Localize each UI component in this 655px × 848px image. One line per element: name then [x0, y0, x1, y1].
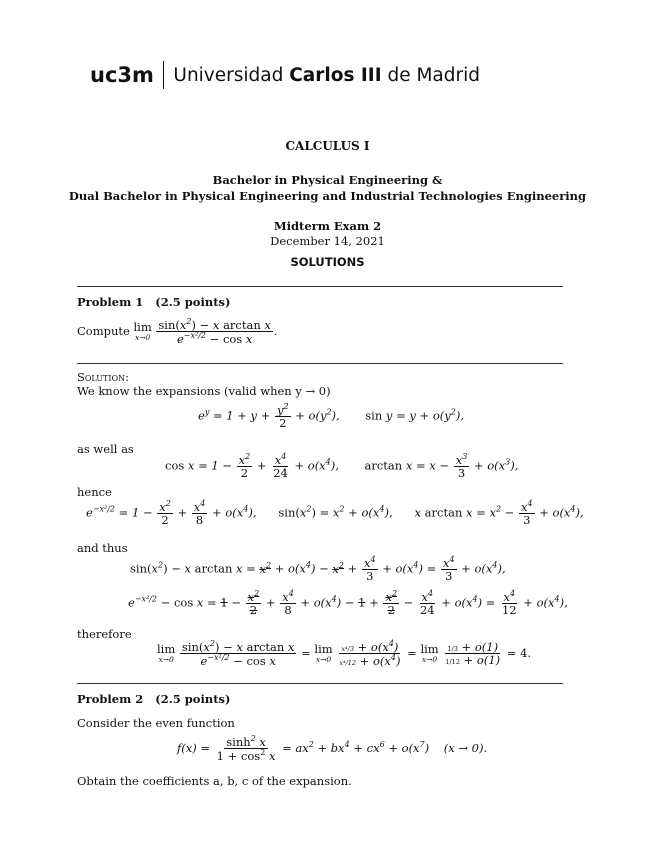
- and-thus-text: and thus: [77, 541, 128, 555]
- divider: [77, 683, 563, 684]
- problem-1-title: Problem 1 (2.5 points): [77, 295, 231, 309]
- as-well-as-text: as well as: [77, 442, 134, 456]
- university-logo: [90, 58, 480, 92]
- solutions-heading: SOLUTIONS: [290, 255, 365, 269]
- degree-line-2: Dual Bachelor in Physical Engineering and Industrial Technologies Engineering: [68, 189, 587, 203]
- final-limit: lim x→0 $\frac{\sin(x^2) - x \arctan x}{e^{-x^2/2} - \cos x}$ = lim x→0 $\frac{x^4/3 + o(x^4)}{x^4/12 + o(x^4)}$ = lim x→0 $\frac{1/3 + o(1)}{1/12 + o(1)}$ = 4.: [157, 639, 532, 669]
- numerator-expansion: $\sin(x^2) - x$ $\arctan x = x^2 + o(x^4) - x^2$ + $\frac{x^4}{3}$ + $o(x^4)$ = $\frac{x^4}{3}$ + $o(x^4)$,: [130, 555, 506, 584]
- hence-text: hence: [77, 485, 112, 499]
- course-title: CALCULUS I: [285, 139, 370, 153]
- expansion-composites: $e^{-x^2/2} = 1$ − $\frac{x^2}{2}$ + $\frac{x^4}{8}$ + $o(x^4)$, $\sin(x^2) = x^2 + o(x^4)$, x $\arctan x = x^2$ − $\frac{x^4}{3}$ + $o(x^4)$,: [86, 499, 584, 528]
- logo-name: Universidad Carlos III de Madrid: [173, 64, 480, 86]
- exam-title: Midterm Exam 2: [273, 219, 382, 233]
- divider: [77, 286, 563, 287]
- expansion-cos-arctan: cos x = 1 − $\frac{x^2}{2}$ + $\frac{x^4}{24}$ + $o(x^4)$, arctan x = x − $\frac{x^3}{3}$ + $o(x^3)$,: [165, 452, 519, 481]
- therefore-text: therefore: [77, 627, 132, 641]
- problem-2-title: Problem 2 (2.5 points): [77, 692, 231, 706]
- solution-label: Solution:: [77, 370, 129, 384]
- problem-2-intro: Consider the even function: [77, 716, 235, 730]
- problem-1-statement: Compute lim x→0 $\frac{\sin(x^2) - x \arctan x}{e^{-x^2/2} - \cos x}$ .: [77, 317, 278, 347]
- degree-line-1: Bachelor in Physical Engineering &: [212, 173, 443, 187]
- denominator-expansion: $e^{-x^2/2} - \cos x = 1$ − $\frac{x^2}{2}$ + $\frac{x^4}{8}$ + $o(x^4) - 1$ + $\frac{x^2}{2}$ − $\frac{x^4}{24}$ + $o(x^4)$ = $\frac{x^4}{12}$ + $o(x^4)$,: [128, 589, 568, 618]
- exam-date: December 14, 2021: [270, 234, 385, 248]
- logo-divider: [163, 61, 165, 89]
- expansion-exp-sin: $e^y = 1 + y$ + $\frac{y^2}{2}$ + $o(y^2)$, $\sin y = y + o(y^2)$,: [198, 402, 464, 431]
- solution-intro: We know the expansions (valid when y → 0): [77, 384, 331, 398]
- logo-short: uc3m: [90, 63, 154, 87]
- problem-2-ask: Obtain the coefficients a, b, c of the expansion.: [77, 774, 352, 788]
- problem-2-function: f(x) = $\frac{\sinh^2 x}{1 + \cos^2 x}$ = $ax^2 + bx^4 + cx^6 + o(x^7)$ (x → 0).: [177, 734, 488, 764]
- divider: [77, 363, 563, 364]
